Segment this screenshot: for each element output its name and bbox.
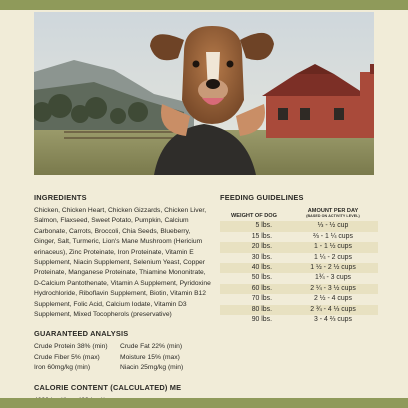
amount-header-label: AMOUNT PER DAY bbox=[307, 208, 359, 214]
amount-cell: 1 - 1 ½ cups bbox=[288, 242, 378, 252]
guaranteed-analysis-section bbox=[34, 329, 212, 373]
amount-cell: 2 ¾ - 4 ⅓ cups bbox=[288, 305, 378, 315]
amount-cell: ⅓ - ½ cup bbox=[288, 221, 378, 231]
analysis-item: Crude Fiber 5% (max) bbox=[34, 353, 100, 361]
table-row bbox=[220, 284, 378, 294]
right-column bbox=[220, 193, 378, 325]
amount-cell: 1¾ - 3 cups bbox=[314, 274, 351, 282]
weight-cell: 80 lbs. bbox=[220, 305, 288, 315]
table-row bbox=[220, 221, 378, 231]
table-row bbox=[220, 232, 378, 242]
analysis-item: Moisture 15% (max) bbox=[120, 353, 180, 361]
amount-header-sublabel: (BASED ON ACTIVITY LEVEL) bbox=[306, 214, 360, 219]
weight-cell: 5 lbs. bbox=[220, 221, 288, 231]
weight-cell: 30 lbs. bbox=[251, 253, 272, 261]
ingredients-heading: INGREDIENTS bbox=[34, 193, 87, 202]
calorie-heading: CALORIE CONTENT (CALCULATED) ME bbox=[34, 382, 182, 392]
guaranteed-analysis-list bbox=[34, 342, 212, 373]
bottom-color-band bbox=[0, 398, 408, 408]
top-color-band bbox=[0, 0, 408, 10]
guaranteed-analysis-heading: GUARANTEED ANALYSIS bbox=[34, 329, 129, 339]
amount-cell: 3 - 4 ⅔ cups bbox=[314, 316, 352, 324]
table-row bbox=[220, 294, 378, 304]
analysis-item: Crude Protein 38% (min) bbox=[34, 343, 108, 351]
analysis-item: Crude Fat 22% (min) bbox=[120, 343, 183, 351]
table-row bbox=[220, 305, 378, 315]
amount-cell: 2 ¼ - 3 ½ cups bbox=[288, 284, 378, 294]
amount-cell: 1 ¼ - 2 cups bbox=[314, 253, 352, 261]
table-row bbox=[220, 273, 378, 283]
amount-column-header bbox=[288, 206, 378, 221]
amount-cell: 1 ½ - 2 ½ cups bbox=[288, 263, 378, 273]
dog-photo bbox=[34, 12, 374, 175]
analysis-item: Iron 60mg/kg (min) bbox=[34, 364, 91, 372]
feeding-table bbox=[220, 206, 378, 325]
feeding-guidelines-heading: FEEDING GUIDELINES bbox=[220, 193, 304, 202]
weight-cell: 20 lbs. bbox=[220, 242, 288, 252]
table-row bbox=[220, 315, 378, 325]
ingredients-text: Chicken, Chicken Heart, Chicken Gizzards, Chicken Liver, Salmon, Flaxseed, Sweet Potato, Pumpkin, Calcium Carbonate, Carrots, Broccoli, Chia Seeds, Blueberry, Ginger, Salt, Turmeric, Lion's Mane Mushroom (Hericium erinaceus), Zinc Proteinate, Iron Proteinate, Vitamin E Supplement, Niacin Supplement, Selenium Yeast, Copper Proteinate, Manganese Proteinate, Thiamine Mononitrate, D-Calcium Pantothenate, Vitamin A Supplement, Pyridoxine Hydrochloride, Riboflavin Supplement, Biotin, Vitamin B12 Supplement, Folic Acid, Calcium Iodate, Vitamin D3 Supplement, Mixed Tocopherols (preservative) bbox=[34, 207, 211, 319]
amount-cell: 2 ½ - 4 cups bbox=[314, 295, 352, 303]
feeding-table-header bbox=[220, 206, 378, 221]
analysis-item: Niacin 25mg/kg (min) bbox=[120, 364, 184, 372]
weight-cell: 60 lbs. bbox=[220, 284, 288, 294]
weight-cell: 70 lbs. bbox=[251, 295, 272, 303]
table-row bbox=[220, 263, 378, 273]
table-row bbox=[220, 253, 378, 263]
weight-cell: 40 lbs. bbox=[220, 263, 288, 273]
weight-column-header: WEIGHT OF DOG bbox=[231, 213, 277, 220]
weight-cell: 90 lbs. bbox=[251, 316, 272, 324]
weight-cell: 50 lbs. bbox=[251, 274, 272, 282]
left-column bbox=[34, 193, 212, 406]
dog-farm-illustration bbox=[34, 12, 374, 175]
amount-cell: ⅔ - 1 ¼ cups bbox=[313, 232, 353, 240]
table-row bbox=[220, 242, 378, 252]
weight-cell: 15 lbs. bbox=[251, 232, 272, 240]
